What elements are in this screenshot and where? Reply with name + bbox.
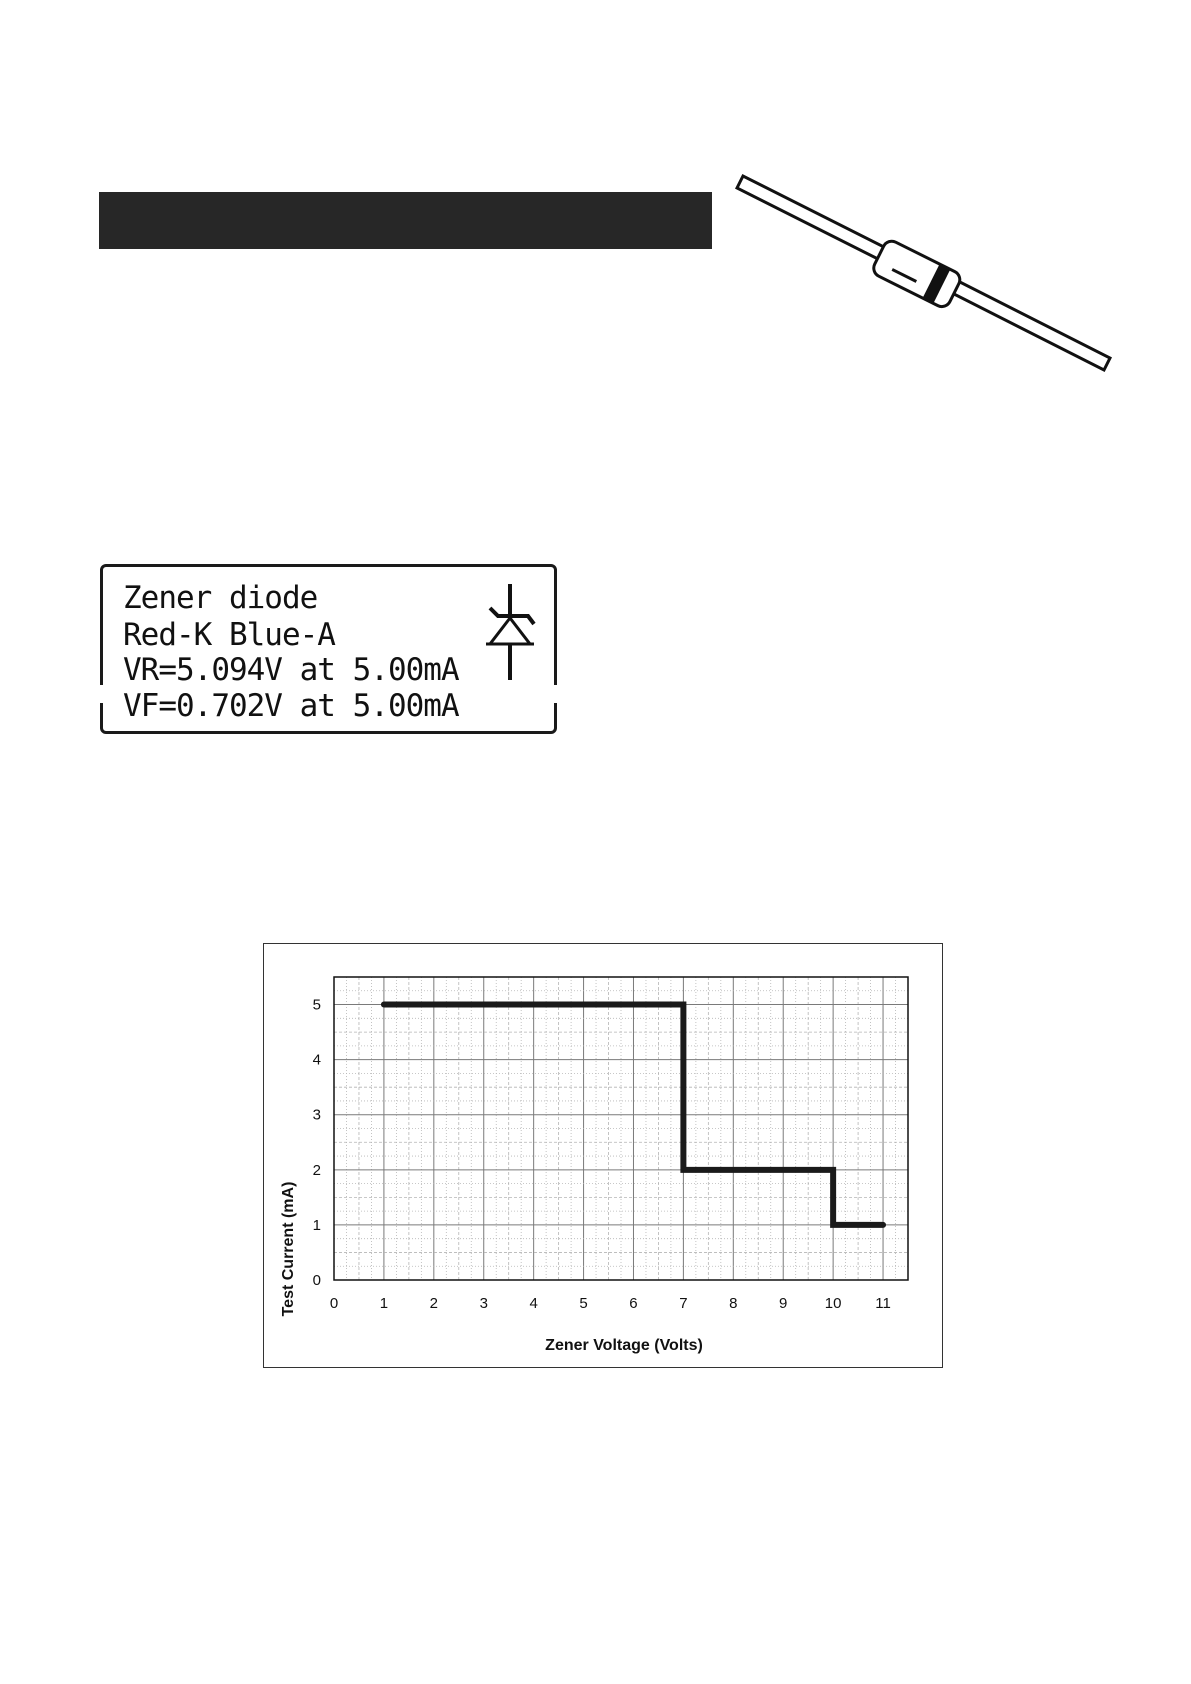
y-tick-label: 5 bbox=[312, 996, 321, 1014]
lcd-border-gap-left bbox=[98, 685, 106, 703]
y-axis-label: Test Current (mA) bbox=[280, 1181, 297, 1317]
lcd-border-gap-right bbox=[551, 685, 559, 703]
x-tick-label: 8 bbox=[729, 1295, 738, 1312]
y-tick-label: 1 bbox=[312, 1216, 321, 1234]
x-tick-label: 5 bbox=[579, 1295, 588, 1312]
x-tick-label: 7 bbox=[679, 1295, 688, 1312]
zener-chart bbox=[264, 944, 944, 1369]
y-tick-label: 0 bbox=[312, 1272, 321, 1289]
x-tick-label: 3 bbox=[479, 1295, 488, 1312]
axial-diode-icon bbox=[725, 170, 1115, 385]
x-tick-label: 0 bbox=[329, 1295, 339, 1312]
x-tick-label: 1 bbox=[379, 1295, 389, 1312]
y-tick-label: 2 bbox=[312, 1161, 321, 1179]
x-tick-label: 4 bbox=[529, 1295, 538, 1312]
x-tick-label: 11 bbox=[875, 1295, 891, 1312]
y-tick-label: 3 bbox=[312, 1106, 321, 1124]
zener-diode-icon bbox=[478, 582, 542, 682]
header-bar bbox=[99, 192, 712, 249]
x-tick-label: 9 bbox=[779, 1295, 788, 1312]
lcd-line-forward-voltage: VF=0.702V at 5.00mA bbox=[123, 688, 459, 724]
lcd-line-reverse-voltage: VR=5.094V at 5.00mA bbox=[123, 652, 459, 688]
lcd-line-component: Zener diode bbox=[123, 580, 318, 616]
x-tick-label: 2 bbox=[429, 1295, 438, 1312]
x-tick-label: 10 bbox=[824, 1295, 842, 1312]
lcd-display bbox=[100, 564, 557, 734]
y-tick-label: 4 bbox=[312, 1051, 321, 1069]
x-tick-label: 6 bbox=[629, 1295, 638, 1312]
lcd-line-pins: Red-K Blue-A bbox=[123, 617, 335, 653]
x-axis-label: Zener Voltage (Volts) bbox=[545, 1337, 703, 1354]
chart-frame bbox=[263, 943, 943, 1368]
